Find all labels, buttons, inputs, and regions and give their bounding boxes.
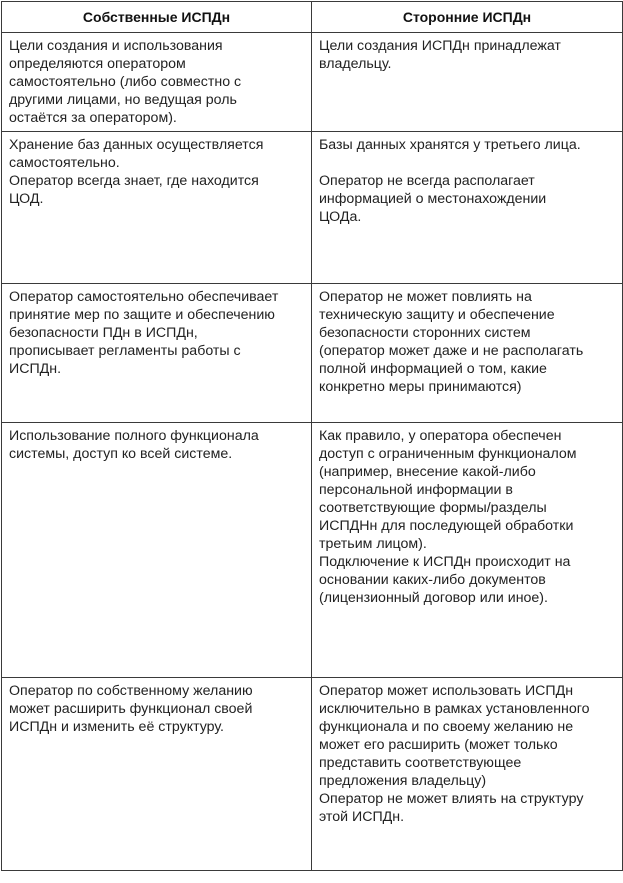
header-row [2,2,623,33]
header-third-party-ispdn: Сторонние ИСПДн [312,2,623,33]
cell-text-line: полной информацией о том, какие [319,361,547,377]
cell-text-line: ЦОД. [9,191,44,207]
cell-own [2,33,312,132]
cell-third-party [312,423,623,678]
header-own-ispdn: Собственные ИСПДн [2,2,312,33]
cell-text-line: (например, внесение какой-либо [319,464,536,480]
comparison-table [1,1,623,871]
table-row [2,423,623,678]
cell-third-party [312,284,623,423]
cell-text-line: этой ИСПДн. [319,809,405,825]
cell-own [2,132,312,284]
cell-text-line: соответствующие формы/разделы [319,500,547,516]
cell-text-line: определяются оператором [9,56,186,72]
table-row [2,132,623,284]
cell-text-line: информацией о местонахождении [319,191,547,207]
table-row [2,678,623,871]
cell-own [2,678,312,871]
cell-text-line: системы, доступ ко всей системе. [9,446,233,462]
cell-text-line: может расширить функционал своей [9,701,253,717]
cell-text-line: основании каких-либо документов [319,572,546,588]
cell-text-line: ИСПДн и изменить её структуру. [9,719,225,735]
cell-text-line: Оператор не всегда располагает [319,173,535,189]
paragraph-gap [319,154,616,172]
table-row [2,284,623,423]
cell-third-party [312,132,623,284]
cell-text-line: исключительно в рамках установленного [319,701,590,717]
cell-text-line: владельцу. [319,56,392,72]
cell-text-line: предложения владельцу) [319,773,487,789]
cell-text-line: ЦОДа. [319,209,362,225]
cell-text-line: Оператор может использовать ИСПДн [319,683,574,699]
cell-text-line: самостоятельно (либо совместно с [9,74,242,90]
cell-text-line: Оператор не может повлиять на [319,289,532,305]
cell-text-line: Цели создания ИСПДн принадлежат [319,38,561,54]
cell-text-line: (лицензионный договор или иное). [319,590,548,606]
cell-text-line: Базы данных хранятся у третьего лица. [319,137,581,153]
cell-text-line: безопасности сторонних систем [319,325,531,341]
cell-text-line: Цели создания и использования [9,38,223,54]
cell-own [2,284,312,423]
cell-text-line: Хранение баз данных осуществляется [9,137,264,153]
cell-text-line: безопасности ПДн в ИСПДн, [9,325,198,341]
cell-text-line: остаётся за оператором). [9,110,177,126]
cell-text-line: Оператор самостоятельно обеспечивает [9,289,279,305]
cell-text-line: принятие мер по защите и обеспечению [9,307,275,323]
cell-text-line: Оператор всегда знает, где находится [9,173,259,189]
cell-text-line: другими лицами, но ведущая роль [9,92,237,108]
cell-text-line: Использование полного функционала [9,428,259,444]
cell-text-line: Оператор по собственному желанию [9,683,253,699]
cell-text-line: Оператор не может влиять на структуру [319,791,584,807]
cell-text-line: ИСПДн. [9,361,62,377]
cell-third-party [312,33,623,132]
cell-text-line: ИСПДНн для последующей обработки [319,518,574,534]
cell-text-line: техническую защиту и обеспечение [319,307,555,323]
cell-text-line: представить соответствующее [319,755,522,771]
cell-text-line: доступ с ограниченным функционалом [319,446,577,462]
table-row [2,33,623,132]
cell-text-line: Подключение к ИСПДн происходит на [319,554,571,570]
cell-text-line: прописывает регламенты работы с [9,343,241,359]
cell-text-line: конкретно меры принимаются) [319,379,522,395]
cell-text-line: Как правило, у оператора обеспечен [319,428,562,444]
cell-third-party [312,678,623,871]
cell-text-line: персональной информации в [319,482,513,498]
cell-text-line: функционала и по своему желанию не [319,719,574,735]
cell-text-line: (оператор может даже и не располагать [319,343,584,359]
cell-text-line: самостоятельно. [9,155,120,171]
cell-own [2,423,312,678]
cell-text-line: может его расширить (может только [319,737,558,753]
cell-text-line: третьим лицом). [319,536,427,552]
